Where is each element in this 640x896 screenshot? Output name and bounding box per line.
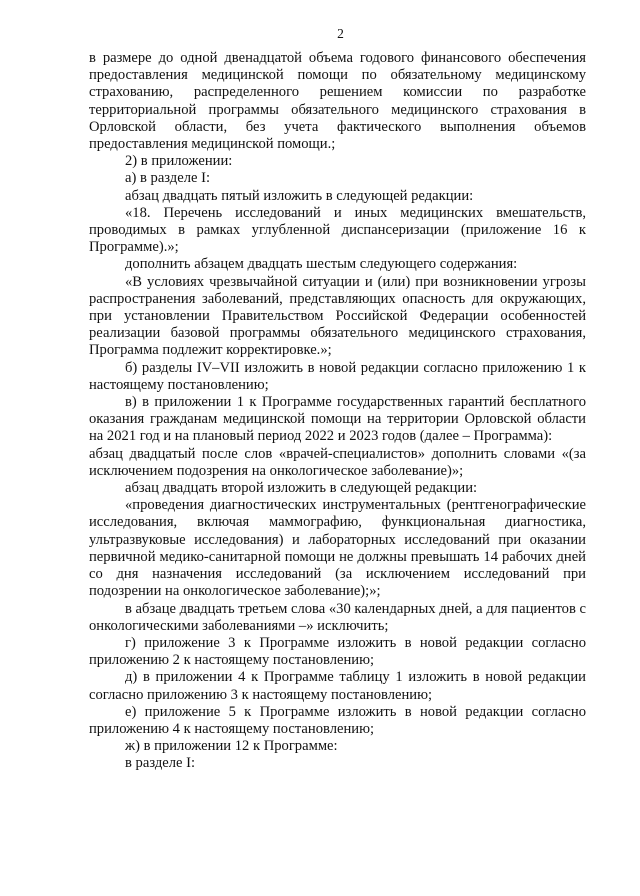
paragraph: в) в приложении 1 к Программе государственных гарантий бесплатного оказания гражданам медицинской помощи на территории Орловской области на 2021 год и на плановый период 2022 и 2023 годов (далее – Программа): bbox=[89, 394, 586, 445]
paragraph: в абзаце двадцать третьем слова «30 календарных дней, а для пациентов с онкологическими заболеваниями –» исключить; bbox=[89, 600, 586, 634]
paragraph: д) в приложении 4 к Программе таблицу 1 изложить в новой редакции согласно приложению 3 к настоящему постановлению; bbox=[89, 669, 586, 703]
paragraph: в разделе I: bbox=[125, 755, 196, 772]
paragraph: дополнить абзацем двадцать шестым следующего содержания: bbox=[125, 256, 518, 273]
paragraph: б) разделы IV–VII изложить в новой редакции согласно приложению 1 к настоящему постановлению; bbox=[89, 359, 586, 393]
document-body bbox=[89, 50, 586, 773]
paragraph: «18. Перечень исследований и иных медицинских вмешательств, проводимых в рамках углубленной диспансеризации (приложение 16 к Программе).»; bbox=[89, 204, 586, 256]
paragraph: абзац двадцать второй изложить в следующей редакции: bbox=[125, 480, 478, 497]
page-number: 2 bbox=[337, 26, 344, 41]
paragraph: «В условиях чрезвычайной ситуации и (или) при возникновении угрозы распространения заболеваний, представляющих опасность для окружающих, при установлении Правительством Российской Федерации особенностей реализации базовой программы обязательного медицинского страхования, Программа подлежит корректировке.»; bbox=[89, 273, 586, 359]
paragraph: абзац двадцать пятый изложить в следующей редакции: bbox=[125, 187, 474, 204]
paragraph: 2) в приложении: bbox=[125, 153, 233, 170]
paragraph: г) приложение 3 к Программе изложить в новой редакции согласно приложению 2 к настоящему постановлению; bbox=[89, 634, 586, 669]
paragraph: е) приложение 5 к Программе изложить в новой редакции согласно приложению 4 к настоящему постановлению; bbox=[89, 703, 586, 737]
paragraph: «проведения диагностических инструментальных (рентгенографические исследования, включая маммографию, функциональная диагностика, ультразвуковые исследования) и лабораторных исследований при оказании первичной медико-санитарной помощи не должны превышать 14 рабочих дней со дня назначения исследований (за исключением исследований при подозрении на онкологическое заболевание);»; bbox=[89, 497, 586, 600]
paragraph: абзац двадцатый после слов «врачей-специалистов» дополнить словами «(за исключением подозрения на онкологическое заболевание)»; bbox=[89, 445, 586, 479]
paragraph: в размере до одной двенадцатой объема годового финансового обеспечения предоставления медицинской помощи по обязательному медицинскому страхованию, распределенного решением комиссии по разработке территориальной программы обязательного медицинского страхования в Орловской области, без учета фактического выполнения объемов предоставления медицинской помощи.; bbox=[89, 50, 586, 153]
paragraph: ж) в приложении 12 к Программе: bbox=[125, 738, 338, 755]
paragraph: а) в разделе I: bbox=[125, 170, 211, 187]
